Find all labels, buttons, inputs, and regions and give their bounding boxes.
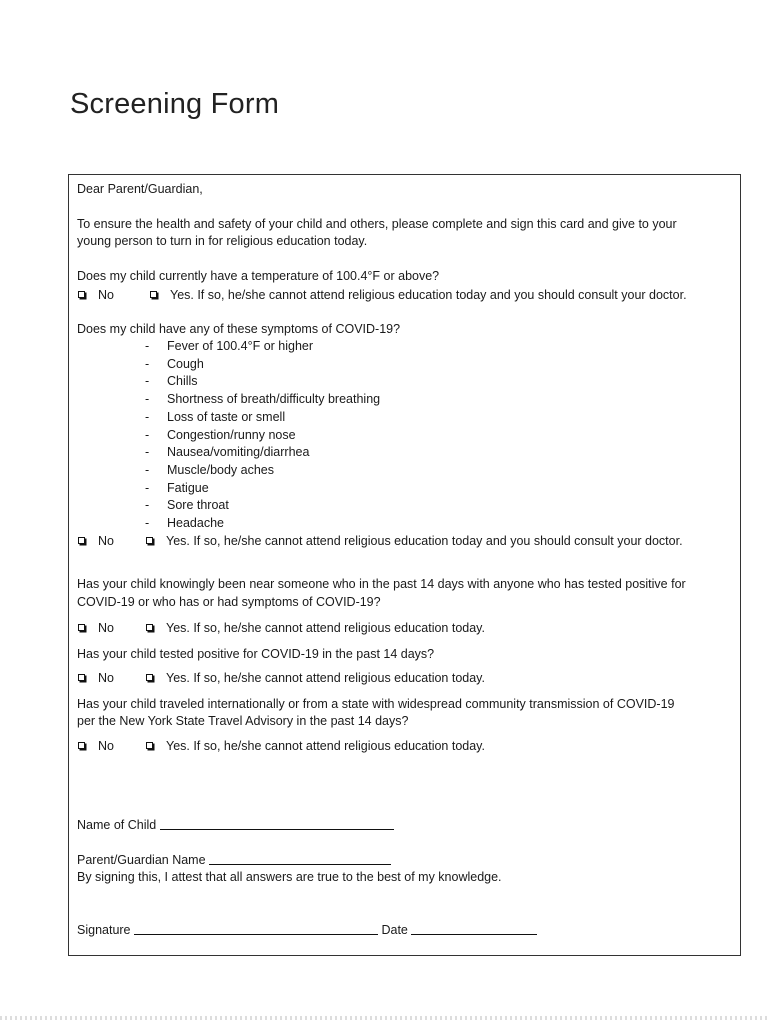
- q2-yes-label: Yes. If so, he/she cannot attend religious education today and you should consult your doctor.: [166, 534, 683, 548]
- signature-input[interactable]: [134, 924, 378, 935]
- child-name-input[interactable]: [160, 819, 394, 830]
- intro-text-line2: young person to turn in for religious education today.: [77, 234, 368, 248]
- greeting: Dear Parent/Guardian,: [77, 182, 203, 196]
- question-exposure-line1: Has your child knowingly been near someone who in the past 14 days with anyone who has tested positive for: [77, 577, 686, 591]
- q1-yes-label: Yes. If so, he/she cannot attend religious education today and you should consult your doctor.: [170, 288, 687, 302]
- question-temperature: Does my child currently have a temperature of 100.4°F or above?: [77, 269, 440, 283]
- q3-no-label: No: [98, 621, 114, 635]
- date-label: Date: [381, 923, 408, 937]
- checkbox-icon[interactable]: [150, 291, 157, 298]
- child-name-label: Name of Child: [77, 818, 157, 832]
- list-item: - Chills: [145, 374, 198, 389]
- q5-no-label: No: [98, 739, 114, 753]
- list-item: - Nausea/vomiting/diarrhea: [145, 445, 310, 460]
- intro-text-line1: To ensure the health and safety of your child and others, please complete and sign this card and give to your: [77, 217, 677, 231]
- question-exposure-line2: COVID-19 or who has or had symptoms of COVID-19?: [77, 595, 381, 609]
- page-title: Screening Form: [70, 88, 280, 120]
- q4-no-label: No: [98, 671, 114, 685]
- q1-no-option[interactable]: [78, 287, 114, 304]
- guardian-name-input[interactable]: [209, 854, 391, 865]
- signature-field[interactable]: [77, 922, 537, 939]
- signature-label: Signature: [77, 923, 131, 937]
- question-tested-positive: Has your child tested positive for COVID-19 in the past 14 days?: [77, 647, 435, 661]
- checkbox-icon[interactable]: [78, 742, 85, 749]
- checkbox-icon[interactable]: [146, 624, 153, 631]
- scan-artifact: [0, 1016, 770, 1020]
- q2-no-label: No: [98, 534, 114, 548]
- symptom-list: [145, 338, 380, 533]
- list-item: - Loss of taste or smell: [145, 409, 286, 424]
- list-item: - Congestion/runny nose: [145, 427, 296, 442]
- list-item: - Muscle/body aches: [145, 462, 275, 477]
- q2-no-option[interactable]: [78, 533, 114, 550]
- date-input[interactable]: [411, 924, 537, 935]
- q3-yes-label: Yes. If so, he/she cannot attend religious education today.: [166, 621, 485, 635]
- q3-no-option[interactable]: [78, 620, 114, 637]
- list-item: - Sore throat: [145, 498, 229, 513]
- question-travel-line2: per the New York State Travel Advisory in the past 14 days?: [77, 714, 409, 728]
- list-item: - Headache: [145, 516, 224, 531]
- q3-yes-option[interactable]: [146, 620, 485, 637]
- q1-yes-option[interactable]: [150, 287, 687, 304]
- list-item: - Shortness of breath/difficulty breathing: [145, 392, 381, 407]
- checkbox-icon[interactable]: [78, 674, 85, 681]
- checkbox-icon[interactable]: [146, 537, 153, 544]
- q4-yes-label: Yes. If so, he/she cannot attend religious education today.: [166, 671, 485, 685]
- guardian-name-label: Parent/Guardian Name: [77, 853, 206, 867]
- question-symptoms: Does my child have any of these symptoms of COVID-19?: [77, 322, 401, 336]
- q2-yes-option[interactable]: [146, 533, 683, 550]
- child-name-field[interactable]: [77, 817, 394, 834]
- list-item: - Fatigue: [145, 480, 209, 495]
- checkbox-icon[interactable]: [78, 291, 85, 298]
- question-travel-line1: Has your child traveled internationally or from a state with widespread community transmission of COVID-19: [77, 697, 675, 711]
- checkbox-icon[interactable]: [146, 742, 153, 749]
- q4-yes-option[interactable]: [146, 670, 485, 687]
- q5-no-option[interactable]: [78, 738, 114, 755]
- checkbox-icon[interactable]: [146, 674, 153, 681]
- list-item: - Fever of 100.4°F or higher: [145, 339, 314, 353]
- list-item: - Cough: [145, 356, 204, 371]
- q5-yes-option[interactable]: [146, 738, 485, 755]
- guardian-name-field[interactable]: [77, 852, 391, 869]
- q1-no-label: No: [98, 288, 114, 302]
- checkbox-icon[interactable]: [78, 537, 85, 544]
- q4-no-option[interactable]: [78, 670, 114, 687]
- checkbox-icon[interactable]: [78, 624, 85, 631]
- attestation-text: By signing this, I attest that all answers are true to the best of my knowledge.: [77, 870, 502, 884]
- q5-yes-label: Yes. If so, he/she cannot attend religious education today.: [166, 739, 485, 753]
